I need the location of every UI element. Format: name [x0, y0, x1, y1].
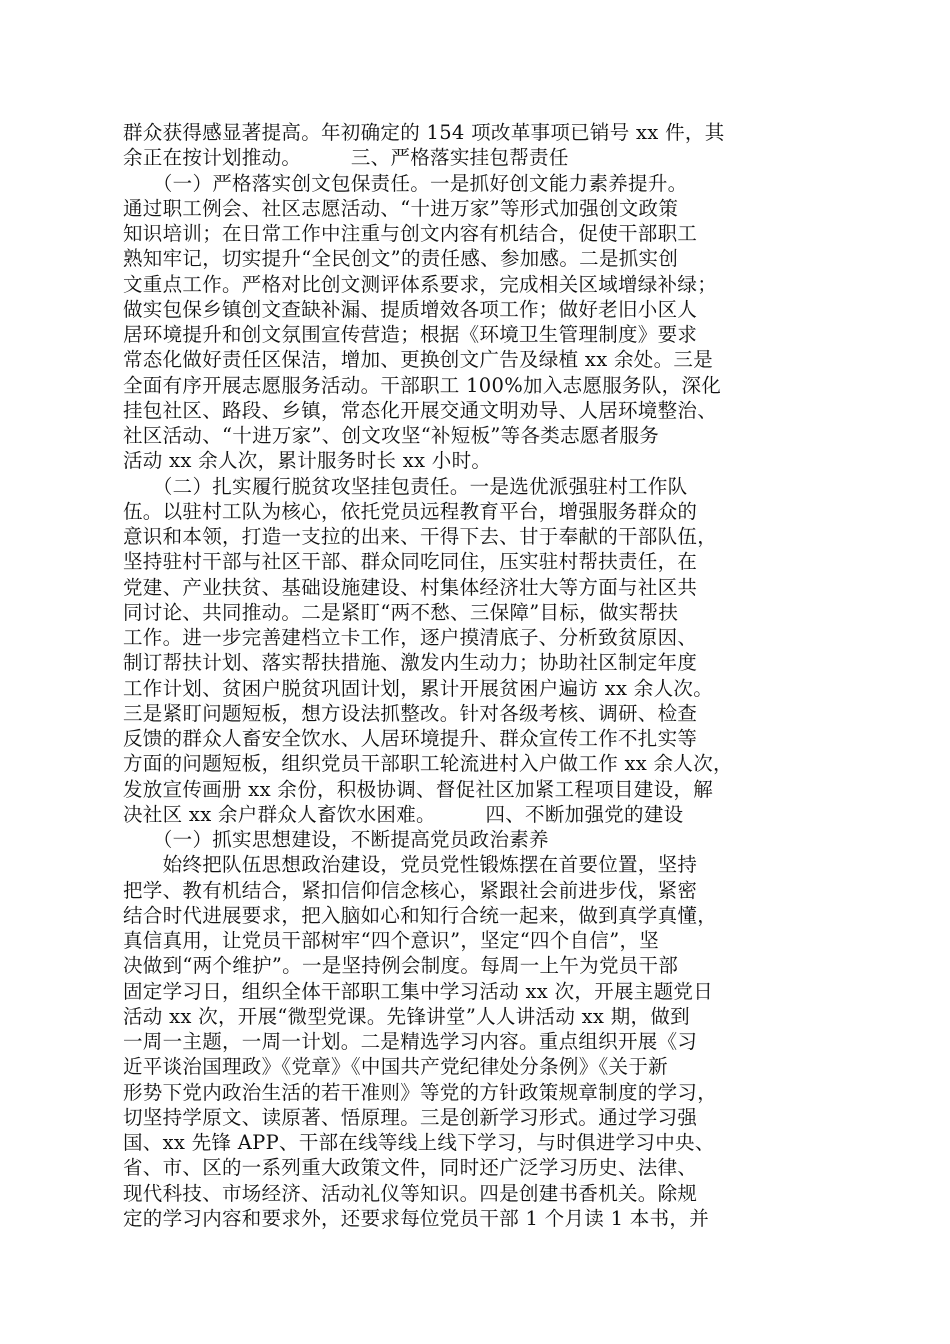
text-line: 工作。进一步完善建档立卡工作，逐户摸清底子、分析致贫原因、	[123, 626, 698, 649]
text-line: 国、xx 先锋 APP、干部在线等线上线下学习，与时俱进学习中央、	[123, 1131, 715, 1154]
text-line: （二）扎实履行脱贫攻坚挂包责任。一是选优派强驻村工作队	[123, 474, 688, 498]
text-line: 制订帮扶计划、落实帮扶措施、激发内生动力；协助社区制定年度	[123, 651, 698, 675]
text-line: 省、市、区的一系列重大政策文件，同时还广泛学习历史、法律、	[123, 1156, 698, 1180]
text-line: 意识和本领，打造一支拉的出来、干得下去、甘于奉献的干部队伍，	[123, 525, 718, 548]
text-line: 把学、教有机结合，紧扣信仰信念核心，紧跟社会前进步伐，紧密	[123, 878, 698, 902]
text-line: 决社区 xx 余户群众人畜饮水困难。 四、不断加强党的建设	[123, 802, 684, 826]
text-line: 通过职工例会、社区志愿活动、“十进万家”等形式加强创文政策	[123, 196, 679, 220]
text-line: 坚持驻村干部与社区干部、群众同吃同住，压实驻村帮扶责任，在	[123, 550, 698, 574]
text-line: 始终把队伍思想政治建设，党员党性锻炼摆在首要位置，坚持	[123, 853, 698, 877]
text-line: 常态化做好责任区保洁，增加、更换创文广告及绿植 xx 余处。三是	[123, 348, 713, 372]
text-line: 一周一主题，一周一计划。二是精选学习内容。重点组织开展《习	[123, 1030, 698, 1053]
text-line: 社区活动、“十进万家”、创文攻坚“补短板”等各类志愿者服务	[123, 424, 660, 447]
text-line: 居环境提升和创文氛围宣传营造；根据《环境卫生管理制度》要求	[123, 323, 698, 346]
text-line: 活动 xx 余人次，累计服务时长 xx 小时。	[123, 449, 492, 473]
text-line: 决做到“两个维护”。一是坚持例会制度。每周一上午为党员干部	[123, 954, 679, 978]
text-line: 反馈的群众人畜安全饮水、人居环境提升、群众宣传工作不扎实等	[123, 727, 698, 750]
text-line: （一）严格落实创文包保责任。一是抓好创文能力素养提升。	[123, 171, 688, 195]
text-line: 固定学习日，组织全体干部职工集中学习活动 xx 次，开展主题党日	[123, 979, 713, 1003]
text-line: 余正在按计划推动。 三、严格落实挂包帮责任	[123, 146, 569, 170]
text-line: 活动 xx 次，开展“微型党课。先锋讲堂”人人讲活动 xx 期，做到	[123, 1004, 690, 1028]
text-line: 工作计划、贫困户脱贫巩固计划，累计开展贫困户遍访 xx 余人次。	[123, 676, 713, 700]
text-line: 定的学习内容和要求外，还要求每位党员干部 1 个月读 1 本书，并	[123, 1206, 710, 1230]
text-line: 切坚持学原文、读原著、悟原理。三是创新学习形式。通过学习强	[123, 1105, 698, 1129]
text-line: 三是紧盯问题短板，想方设法抓整改。针对各级考核、调研、检查	[123, 701, 698, 725]
text-line: 真信真用，让党员干部树牢“四个意识”，坚定“四个自信”，坚	[123, 929, 660, 952]
text-line: 同讨论、共同推动。二是紧盯“两不愁、三保障”目标，做实帮扶	[123, 600, 679, 624]
text-line: 形势下党内政治生活的若干准则》等党的方针政策规章制度的学习，	[123, 1080, 718, 1104]
text-line: 全面有序开展志愿服务活动。干部职工 100%加入志愿服务队，深化	[123, 373, 722, 397]
text-line: 知识培训；在日常工作中注重与创文内容有机结合，促使干部职工	[123, 222, 698, 245]
text-line: 熟知牢记，切实提升“全民创文”的责任感、参加感。二是抓实创	[123, 247, 679, 271]
text-line: （一）抓实思想建设，不断提高党员政治素养	[123, 828, 549, 851]
text-line: 现代科技、市场经济、活动礼仪等知识。四是创建书香机关。除规	[123, 1181, 698, 1205]
text-line: 结合时代进展要求，把入脑如心和知行合统一起来，做到真学真懂，	[123, 903, 718, 927]
text-line: 方面的问题短板，组织党员干部职工轮流进村入户做工作 xx 余人次，	[123, 752, 733, 776]
text-line: 党建、产业扶贫、基础设施建设、村集体经济壮大等方面与社区共	[123, 575, 698, 599]
text-line: 近平谈治国理政》《党章》《中国共产党纪律处分条例》《关于新	[123, 1055, 668, 1079]
text-line: 挂包社区、路段、乡镇，常态化开展交通文明劝导、人居环境整治、	[123, 398, 718, 422]
text-line: 做实包保乡镇创文查缺补漏、提质增效各项工作；做好老旧小区人	[123, 297, 698, 321]
text-line: 群众获得感显著提高。年初确定的 154 项改革事项已销号 xx 件，其	[123, 121, 725, 144]
text-line: 文重点工作。严格对比创文测评体系要求，完成相关区域增绿补绿；	[123, 272, 718, 296]
text-line: 发放宣传画册 xx 余份，积极协调、督促社区加紧工程项目建设，解	[123, 777, 713, 801]
text-line: 伍。以驻村工队为核心，依托党员远程教育平台，增强服务群众的	[123, 499, 698, 523]
